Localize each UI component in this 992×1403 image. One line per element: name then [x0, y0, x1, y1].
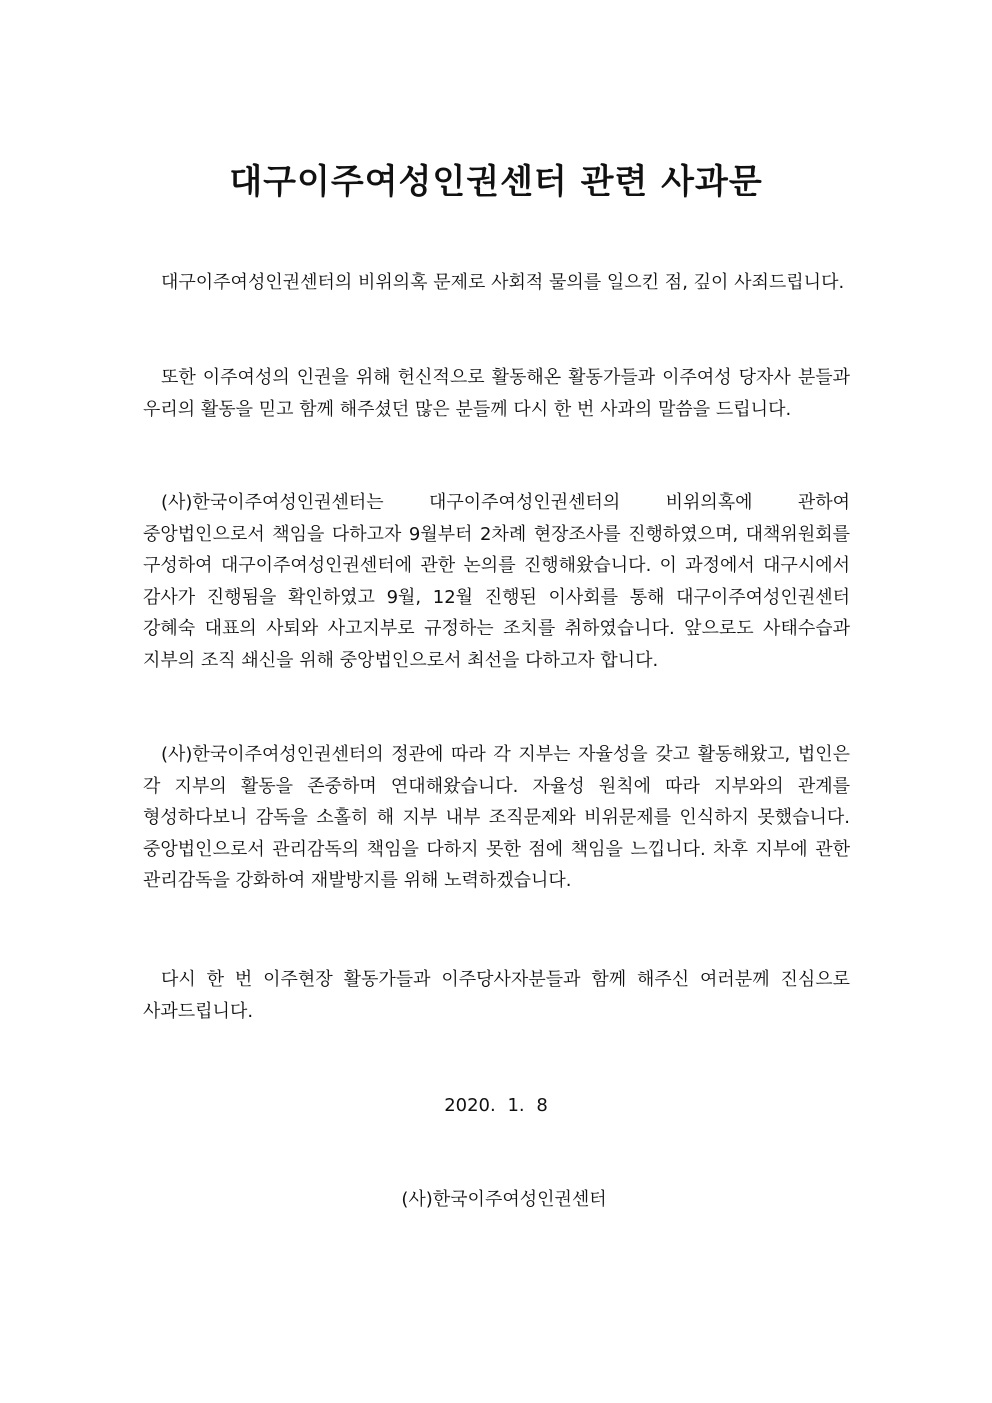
document-date: 2020. 1. 8 [444, 1095, 548, 1116]
body-paragraph-apology: 대구이주여성인권센터의 비위의혹 문제로 사회적 물의를 일으킨 점, 깊이 사죄드립니다. [161, 272, 845, 293]
body-paragraph-actions-taken: (사)한국이주여성인권센터는 대구이주여성인권센터의 비위의혹에 관하여 중앙법인으로서 책임을 다하고자 9월부터 2차례 현장조사를 진행하였으며, 대책위원회를 구성하여 대구이주여성인권센터에 관한 논의를 진행해왔습니다. 이 과정에서 대구시에서 감사가 진행됨을 확인하였고 9월, 12월 진행된 이사회를 통해 대구이주여성인권센터 강혜숙 대표의 사퇴와 사고지부로 규정하는 조치를 취하였습니다. 앞으로도 사태수습과 지부의 조직 쇄신을 위해 중앙법인으로서 최선을 다하고자 합니다. [143, 492, 850, 671]
body-paragraph-responsibility: (사)한국이주여성인권센터의 정관에 따라 각 지부는 자율성을 갖고 활동해왔고, 법인은 각 지부의 활동을 존중하며 연대해왔습니다. 자율성 원칙에 따라 지부와의 관계를 형성하다보니 감독을 소홀히 해 지부 내부 조직문제와 비위문제를 인식하지 못했습니다. 중앙법인으로서 관리감독의 책임을 다하지 못한 점에 책임을 느낍니다. 차후 지부에 관한 관리감독을 강화하여 재발방지를 위해 노력하겠습니다. [143, 744, 850, 891]
document-title: 대구이주여성인권센터 관련 사과문 [229, 162, 763, 202]
body-paragraph-closing: 다시 한 번 이주현장 활동가들과 이주당사자분들과 함께 해주신 여러분께 진심으로 사과드립니다. [143, 969, 850, 1022]
body-paragraph-apology-to-activists: 또한 이주여성의 인권을 위해 헌신적으로 활동해온 활동가들과 이주여성 당자사 분들과 우리의 활동을 믿고 함께 해주셨던 많은 분들께 다시 한 번 사과의 말씀을 드립니다. [143, 367, 850, 420]
organization-signature: (사)한국이주여성인권센터 [401, 1189, 607, 1210]
